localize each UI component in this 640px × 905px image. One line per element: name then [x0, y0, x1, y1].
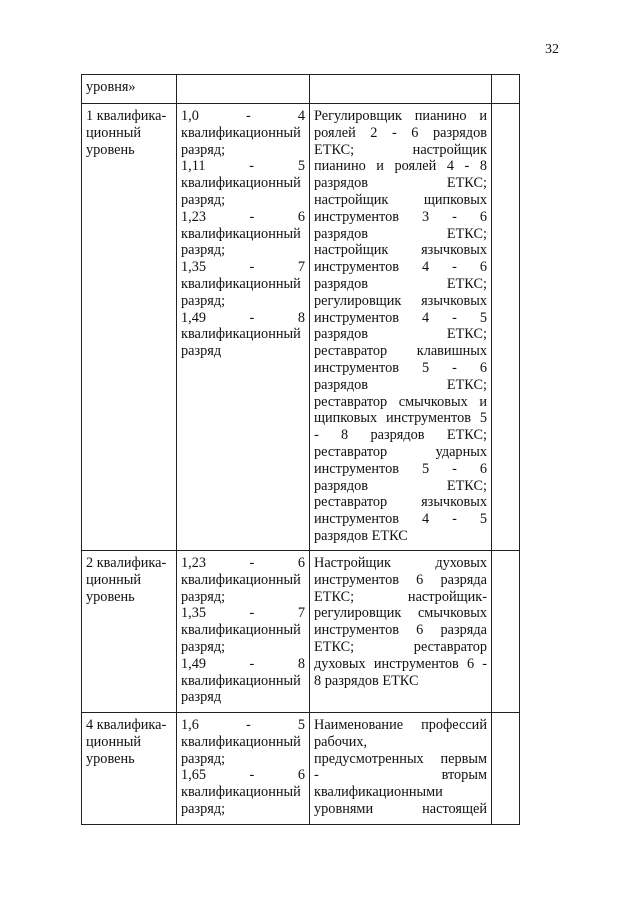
text-line: инструментов 6 разряда — [314, 571, 487, 588]
qualification-level-cell — [82, 551, 177, 713]
table-row — [82, 104, 520, 551]
text-line: инструментов 5 - 6 — [314, 460, 487, 477]
text-line: реставратор ударных — [314, 443, 487, 460]
text-line: квалификационный — [181, 275, 301, 292]
text-line: разряд — [181, 689, 222, 706]
text-line: квалификационными — [314, 784, 443, 801]
qualification-level-cell — [82, 713, 177, 825]
text-line: рабочих, — [314, 733, 368, 750]
text-line: уровень — [86, 750, 135, 767]
text-line: квалификационный — [181, 124, 301, 141]
professions-cell — [310, 104, 492, 551]
coefficient-cell — [177, 551, 310, 713]
text-line: 1,35 - 7 — [181, 259, 305, 276]
text-line: разрядов ЕТКС; — [314, 225, 487, 242]
text-line: 1,49 - 8 — [181, 655, 305, 672]
page-number: 32 — [545, 42, 559, 57]
empty-cell — [492, 75, 520, 104]
text-line: реставратор клавишных — [314, 343, 487, 360]
text-line: Регулировщик пианино и — [314, 108, 487, 124]
text-line: 1,11 - 5 — [181, 158, 305, 175]
text-line: - 8 разрядов ЕТКС; — [314, 427, 487, 444]
text-line: инструментов 4 - 5 — [314, 309, 487, 326]
text-line: инструментов 3 - 6 — [314, 208, 487, 225]
empty-cell — [492, 104, 520, 551]
professions-cell — [310, 551, 492, 713]
text-line: 1,23 - 6 — [181, 208, 305, 225]
text-line: разряд — [181, 343, 222, 360]
text-line: 1,35 - 7 — [181, 605, 305, 622]
text-line: роялей 2 - 6 разрядов — [314, 124, 487, 141]
text-line: ЕТКС; реставратор — [314, 638, 487, 655]
text-line: инструментов 4 - 5 — [314, 511, 487, 528]
text-line: ционный — [86, 733, 142, 750]
text-line: ционный — [86, 124, 142, 141]
text-line: разрядов ЕТКС — [314, 527, 408, 544]
text-line: реставратор язычковых — [314, 494, 487, 511]
text-line: 2 квалифика- — [86, 555, 167, 571]
text-line: квалификационный — [181, 175, 301, 192]
text-line: разрядов ЕТКС; — [314, 477, 487, 494]
text-line: разрядов ЕТКС; — [314, 326, 487, 343]
text-line: 1,6 - 5 — [181, 717, 305, 733]
text-line: 1 квалифика- — [86, 108, 167, 124]
text-line: регулировщик смычковых — [314, 605, 487, 622]
text-line: 1,65 - 6 — [181, 767, 305, 784]
text-line: 1,49 - 8 — [181, 309, 305, 326]
salary-coefficients-table — [81, 74, 520, 825]
empty-cell — [177, 75, 310, 104]
text-line: разрядов ЕТКС; — [314, 376, 487, 393]
text-line: квалификационный — [181, 326, 301, 343]
text-line: разряд; — [181, 141, 226, 158]
text-line: реставратор смычковых и — [314, 393, 487, 410]
professions-cell — [310, 713, 492, 825]
text-line: регулировщик язычковых — [314, 292, 487, 309]
text-line: квалификационный — [181, 733, 301, 750]
text-line: квалификационный — [181, 672, 301, 689]
text-line: уровень — [86, 588, 135, 605]
text-line: 1,23 - 6 — [181, 555, 305, 571]
text-line: Настройщик духовых — [314, 555, 487, 571]
text-line: - вторым — [314, 767, 487, 784]
table-row — [82, 551, 520, 713]
text-line: предусмотренных первым — [314, 750, 487, 767]
text-line: разряд; — [181, 750, 226, 767]
text-line: инструментов 4 - 6 — [314, 259, 487, 276]
text-line: пианино и роялей 4 - 8 — [314, 158, 487, 175]
text-line: настройщик язычковых — [314, 242, 487, 259]
continuation-cell — [82, 75, 177, 104]
text-line: щипковых инструментов 5 — [314, 410, 487, 427]
text-line: 8 разрядов ЕТКС — [314, 672, 419, 689]
text-line: квалификационный — [181, 571, 301, 588]
text-line: разряд; — [181, 191, 226, 208]
text-line: разрядов ЕТКС; — [314, 175, 487, 192]
text-line: уровень — [86, 141, 135, 158]
text-line: инструментов 5 - 6 — [314, 359, 487, 376]
coefficient-cell — [177, 104, 310, 551]
text-line: квалификационный — [181, 225, 301, 242]
text-line: квалификационный — [181, 622, 301, 639]
text-line: разряд; — [181, 800, 226, 817]
text-line: 1,0 - 4 — [181, 108, 305, 124]
text-line: ЕТКС; настройщик- — [314, 588, 487, 605]
text-line: разряд; — [181, 242, 226, 259]
text-line: настройщик щипковых — [314, 191, 487, 208]
continuation-text: уровня» — [86, 79, 136, 95]
text-line: разрядов ЕТКС; — [314, 275, 487, 292]
empty-cell — [310, 75, 492, 104]
text-line: Наименование профессий — [314, 717, 487, 733]
table-row — [82, 713, 520, 825]
text-line: духовых инструментов 6 - — [314, 655, 487, 672]
empty-cell — [492, 713, 520, 825]
text-line: уровнями настоящей — [314, 800, 487, 817]
empty-cell — [492, 551, 520, 713]
text-line: разряд; — [181, 292, 226, 309]
coefficient-cell — [177, 713, 310, 825]
text-line: ЕТКС; настройщик — [314, 141, 487, 158]
text-line: квалификационный — [181, 784, 301, 801]
text-line: разряд; — [181, 588, 226, 605]
text-line: ционный — [86, 571, 142, 588]
table-row-continuation — [82, 75, 520, 104]
qualification-level-cell — [82, 104, 177, 551]
text-line: разряд; — [181, 638, 226, 655]
text-line: 4 квалифика- — [86, 717, 167, 733]
text-line: инструментов 6 разряда — [314, 622, 487, 639]
